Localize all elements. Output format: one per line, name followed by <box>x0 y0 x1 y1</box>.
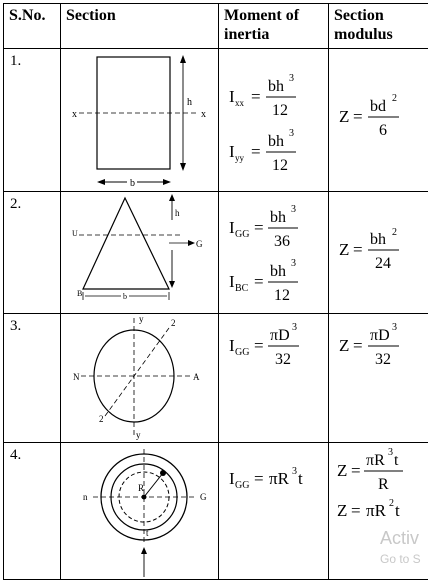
row-number: 1. <box>4 49 61 192</box>
header-row <box>4 4 428 49</box>
table-row <box>4 314 428 443</box>
arrow-right-icon <box>163 179 171 185</box>
modulus-cell <box>329 314 428 443</box>
modulus-formulas <box>329 192 428 313</box>
base-label: b <box>123 292 127 301</box>
axis-right-label: G <box>196 239 203 249</box>
formula-numerator: bd <box>370 98 386 115</box>
axis-left-label: n <box>83 492 88 502</box>
equals-sign: = <box>353 240 363 259</box>
formula-lhs: Z <box>339 240 349 259</box>
height-label: h <box>175 208 180 218</box>
formula-exponent: 3 <box>289 73 294 84</box>
formula-denominator: R <box>378 476 389 493</box>
bottom-label: y <box>136 430 141 440</box>
formula-lhs: Z <box>339 107 349 126</box>
table-row <box>4 49 428 192</box>
header-modulus-line2: modulus <box>334 26 393 43</box>
moment-cell <box>219 49 329 192</box>
formula-numerator: bh <box>268 133 284 150</box>
thickness-label: t <box>146 528 149 538</box>
row-number: 4. <box>4 443 61 580</box>
equals-sign: = <box>254 272 264 291</box>
equals-sign: = <box>251 87 261 106</box>
formula-rhs-tail: t <box>395 501 400 520</box>
axis-left-label: x <box>72 109 77 120</box>
moment-formulas <box>219 314 329 442</box>
formula-numerator: bh <box>268 78 284 95</box>
rectangle-diagram <box>61 49 219 191</box>
formula-subscript: BC <box>235 283 249 294</box>
formula-numerator: bh <box>270 209 286 226</box>
equals-sign: = <box>251 142 261 161</box>
formula-rhs-tail: t <box>298 469 303 488</box>
arrow-up-icon <box>141 547 147 554</box>
header-section: Section <box>61 4 219 49</box>
moment-cell <box>219 314 329 443</box>
formula-ibc <box>229 258 298 304</box>
arrow-down-icon <box>169 281 175 288</box>
modulus-cell <box>329 192 428 314</box>
ring-diagram <box>61 443 219 579</box>
axis-right-label: A <box>193 372 200 382</box>
radius-end-dot <box>160 470 166 476</box>
section-diagram-circle <box>61 314 219 443</box>
formula-subscript: GG <box>235 229 249 240</box>
header-moment <box>219 4 329 49</box>
formula-exponent: 3 <box>291 204 296 215</box>
moment-formulas <box>219 192 329 313</box>
moment-formulas <box>219 443 329 579</box>
axis-left-label: N <box>73 372 80 382</box>
formula-denominator: 32 <box>275 351 291 368</box>
formula-subscript: xx <box>235 98 245 108</box>
modulus-formulas <box>329 314 428 442</box>
formula-exponent: 3 <box>388 447 393 458</box>
formula-z-fraction <box>337 447 403 493</box>
formula-igg <box>229 204 298 250</box>
formula-exponent: 2 <box>389 498 394 509</box>
formula-z-simple <box>337 498 400 520</box>
height-label: h <box>187 97 192 108</box>
corner-label: B <box>77 289 82 298</box>
formula-subscript: GG <box>235 347 249 358</box>
header-modulus-line1: Section <box>334 7 384 24</box>
watermark-line1: Activ <box>380 528 419 548</box>
formula-numerator: πR <box>366 452 385 469</box>
formula-numerator: bh <box>370 231 386 248</box>
diagonal-top-label: 2 <box>171 318 176 328</box>
formula-ixx <box>229 73 296 119</box>
moment-cell <box>219 443 329 580</box>
formula-lhs: I <box>229 272 235 291</box>
axis-right-label: x <box>201 109 206 120</box>
equals-sign: = <box>351 501 361 520</box>
formula-denominator: 12 <box>274 287 290 304</box>
formula-lhs: I <box>229 87 235 106</box>
formula-subscript: GG <box>235 480 249 491</box>
equals-sign: = <box>254 218 264 237</box>
section-diagram-ring <box>61 443 219 580</box>
diagonal-axis-line <box>105 328 169 416</box>
circle-diagram <box>61 314 219 442</box>
formula-lhs: I <box>229 469 235 488</box>
formula-rhs: πR <box>269 469 290 488</box>
axis-right-label: G <box>200 492 207 502</box>
watermark-line2: Go to S <box>380 552 421 566</box>
equals-sign: = <box>254 469 264 488</box>
formula-numerator: πD <box>270 327 290 344</box>
formula-exponent: 3 <box>292 322 297 333</box>
header-sno: S.No. <box>4 4 61 49</box>
header-moment-line2: inertia <box>224 26 269 43</box>
header-modulus <box>329 4 428 49</box>
formula-numerator-tail: t <box>394 452 399 469</box>
moment-formulas <box>219 49 329 191</box>
formula-denominator: 36 <box>274 233 290 250</box>
arrow-right-icon <box>188 240 195 246</box>
equals-sign: = <box>351 461 361 480</box>
formula-lhs: Z <box>337 461 347 480</box>
modulus-formulas <box>329 49 428 191</box>
axis-left-label: U <box>72 229 78 238</box>
formula-exponent: 3 <box>392 322 397 333</box>
table-row <box>4 192 428 314</box>
formula-denominator: 6 <box>379 122 387 139</box>
formula-denominator: 24 <box>375 255 391 272</box>
formula-lhs: I <box>229 336 235 355</box>
equals-sign: = <box>254 336 264 355</box>
equals-sign: = <box>353 107 363 126</box>
top-label: y <box>139 314 144 324</box>
header-moment-line1: Moment of <box>224 7 299 24</box>
table-row <box>4 443 428 580</box>
formula-iyy <box>229 128 296 174</box>
formula-exponent: 3 <box>291 258 296 269</box>
arrow-left-icon <box>97 179 105 185</box>
modulus-cell <box>329 49 428 192</box>
formula-exponent: 3 <box>292 466 297 477</box>
formula-denominator: 12 <box>272 102 288 119</box>
row-number: 3. <box>4 314 61 443</box>
arrow-up-icon <box>169 194 175 201</box>
section-diagram-triangle <box>61 192 219 314</box>
formula-denominator: 12 <box>272 157 288 174</box>
arrow-up-icon <box>180 55 186 63</box>
row-number: 2. <box>4 192 61 314</box>
diagonal-bottom-label: 2 <box>99 414 104 424</box>
formula-exponent: 2 <box>392 93 397 104</box>
formula-lhs: Z <box>339 336 349 355</box>
formula-numerator: bh <box>270 263 286 280</box>
equals-sign: = <box>353 336 363 355</box>
formula-exponent: 3 <box>289 128 294 139</box>
formula-lhs: Z <box>337 501 347 520</box>
formula-denominator: 32 <box>375 351 391 368</box>
radius-label: R <box>138 483 144 493</box>
moment-cell <box>219 192 329 314</box>
formula-rhs: πR <box>366 501 387 520</box>
formula-lhs: I <box>229 142 235 161</box>
radius-line <box>144 473 163 497</box>
triangle-diagram <box>61 192 219 313</box>
arrow-down-icon <box>180 163 186 171</box>
formula-subscript: yy <box>235 153 245 163</box>
formula-exponent: 2 <box>392 227 397 238</box>
formula-numerator: πD <box>370 327 390 344</box>
properties-table <box>3 3 428 580</box>
triangle-shape <box>83 198 169 289</box>
base-label: b <box>130 178 135 189</box>
section-diagram-rectangle <box>61 49 219 192</box>
formula-lhs: I <box>229 218 235 237</box>
